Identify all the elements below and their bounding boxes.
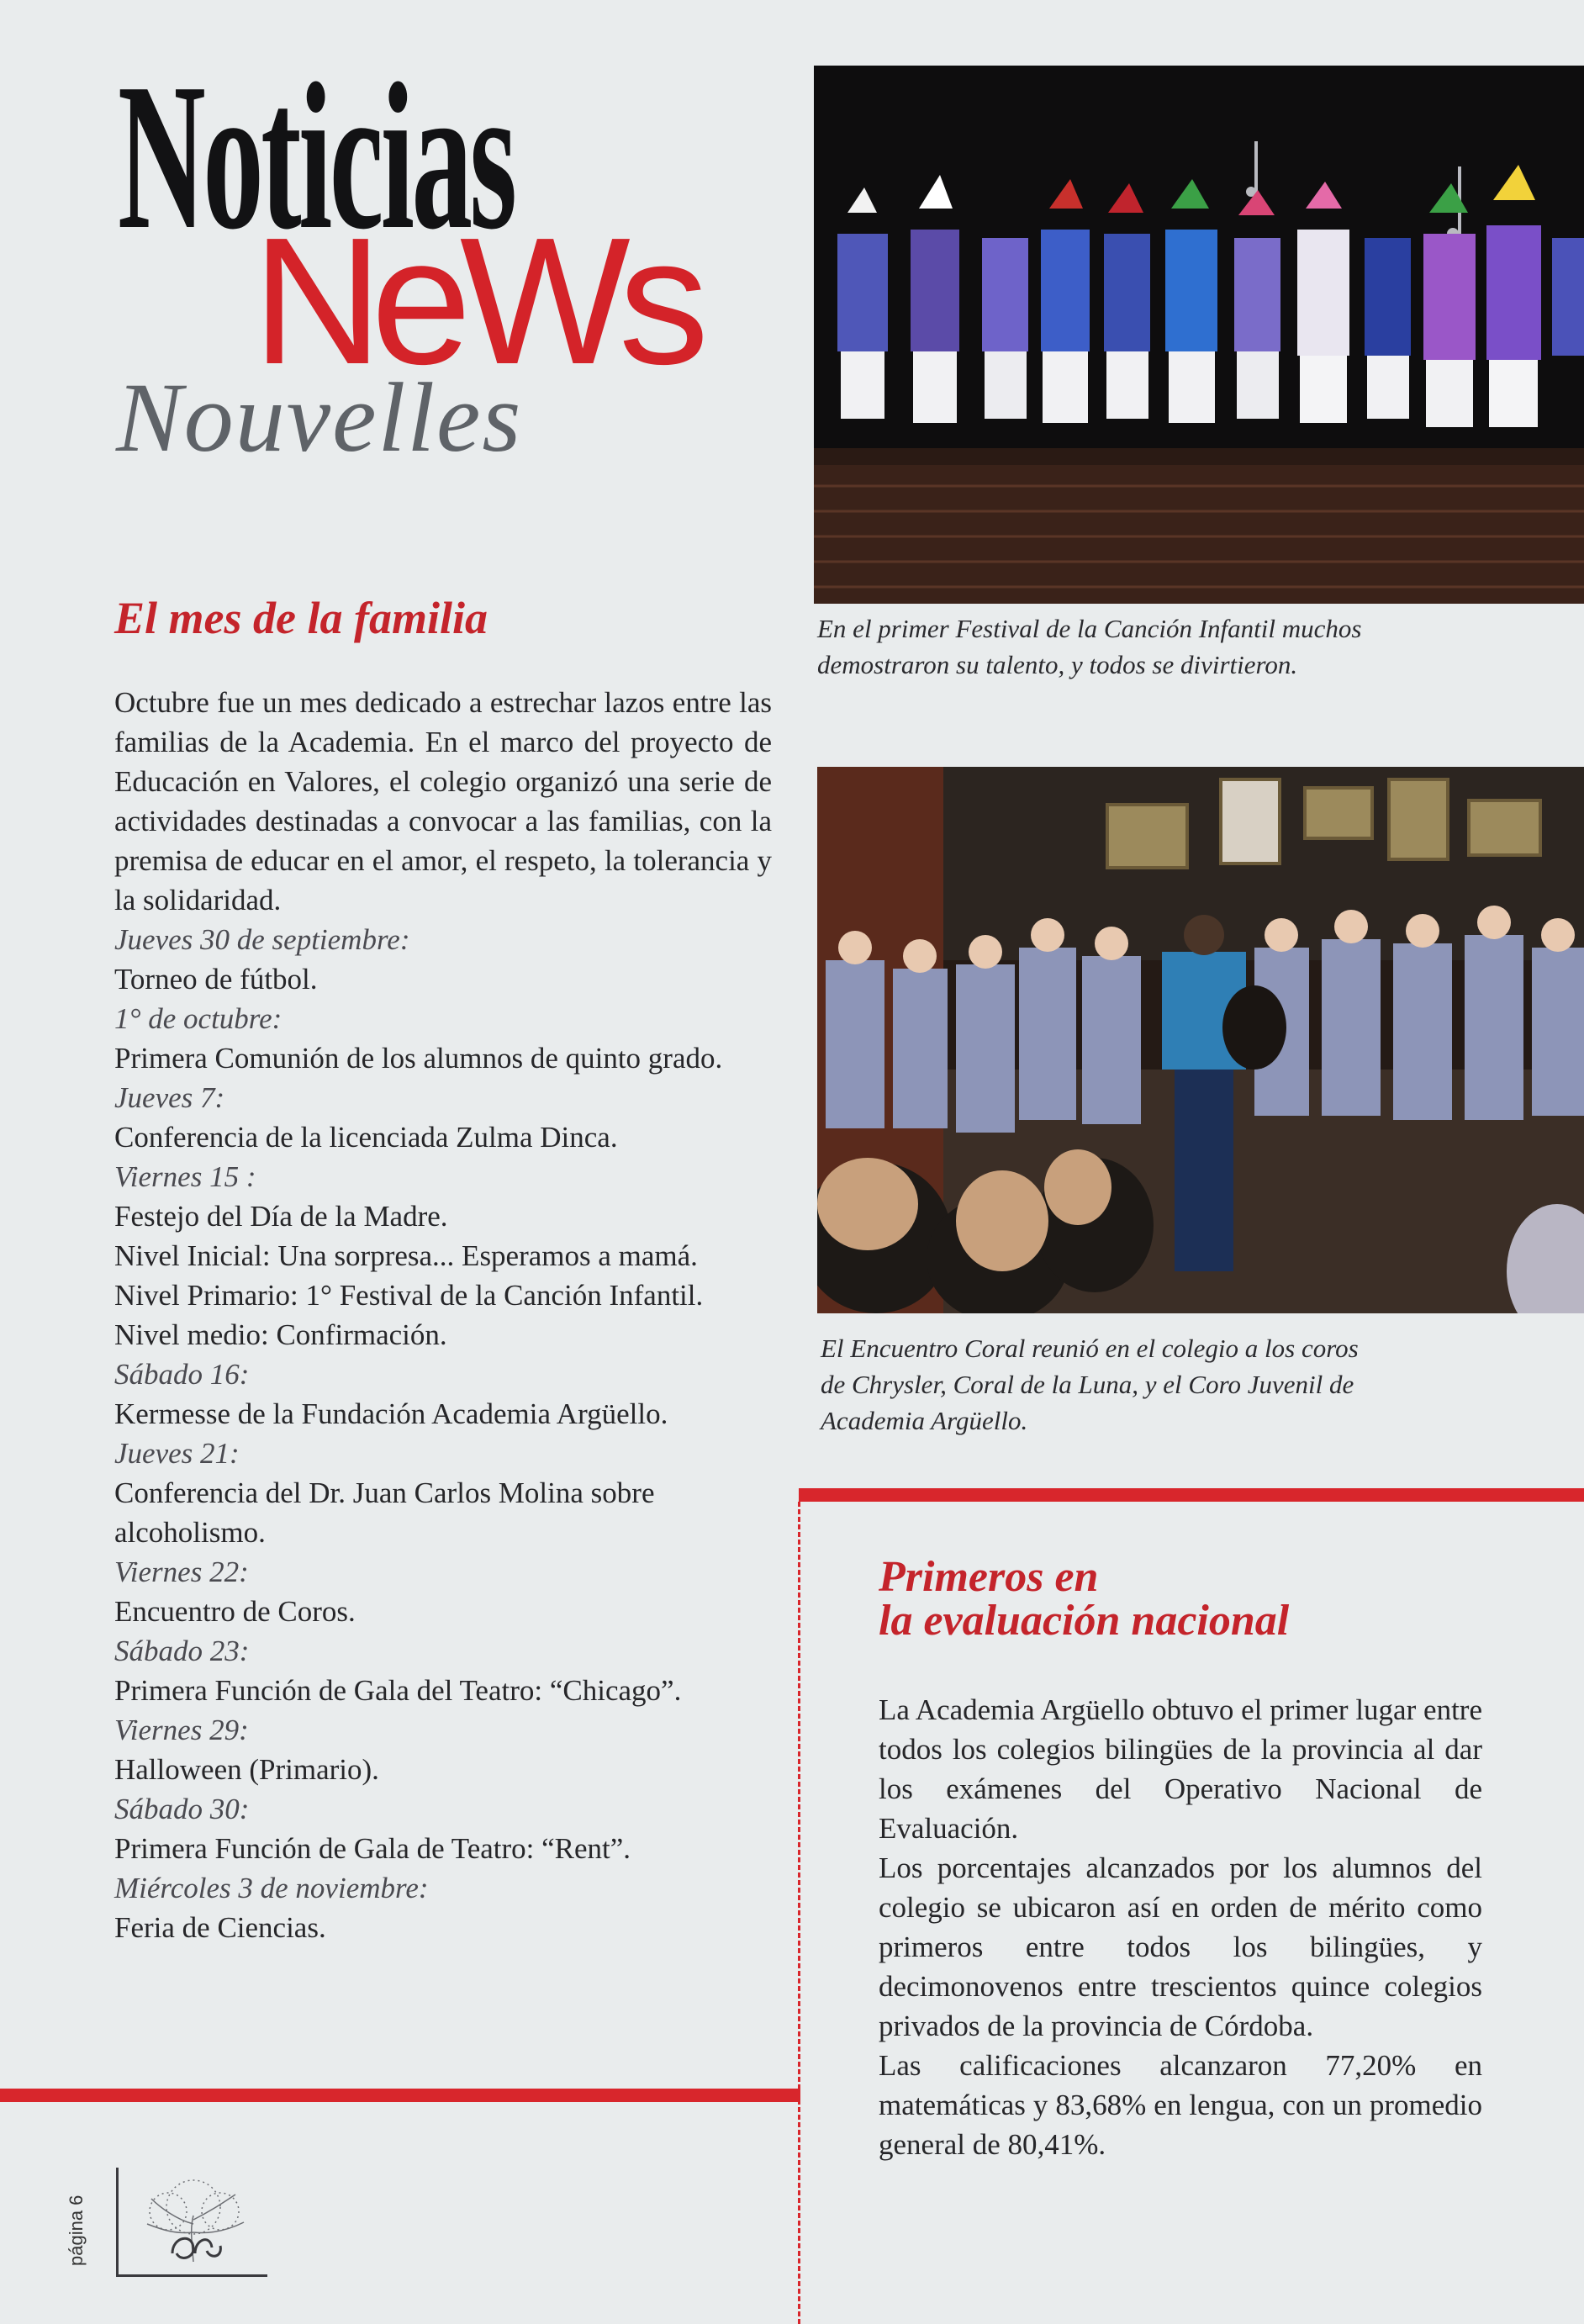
event-item: [114, 1710, 772, 1789]
article-paragraph: Los porcentajes alcanzados por los alumnos del colegio se ubicaron así en orden de mérito como primeros entre todos los bilingües, y decimonovenos entre trescientos quince colegios privados de la provincia de Córdoba.: [879, 1851, 1482, 2042]
photo-caption-song-festival: [817, 610, 1361, 683]
page-number: página 6: [66, 2195, 87, 2266]
event-date: Viernes 22:: [114, 1555, 249, 1588]
event-item: [114, 1552, 772, 1631]
event-item: [114, 920, 772, 999]
masthead-news: NeWs: [252, 199, 698, 402]
event-date: Jueves 7:: [114, 1081, 225, 1114]
event-item: [114, 1157, 772, 1355]
event-description: Nivel Primario: 1° Festival de la Canción Infantil.: [114, 1279, 704, 1312]
event-item: [114, 1078, 772, 1157]
masthead-nouvelles: Nouvelles: [116, 362, 523, 473]
event-description: Conferencia de la licenciada Zulma Dinca.: [114, 1121, 618, 1154]
event-description: Torneo de fútbol.: [114, 963, 318, 996]
event-date: Sábado 23:: [114, 1635, 250, 1667]
masthead-noticias: Noticias: [118, 40, 515, 273]
event-item: [114, 1434, 772, 1552]
red-divider-left: [0, 2089, 800, 2102]
footer-rule-vertical: [116, 2168, 119, 2277]
event-description: Primera Comunión de los alumnos de quinto grado.: [114, 1042, 723, 1075]
event-description: Feria de Ciencias.: [114, 1911, 326, 1944]
caption-line: de Chrysler, Coral de la Luna, y el Coro Juvenil de: [821, 1370, 1354, 1399]
article-title-familia: El mes de la familia: [114, 593, 488, 643]
event-date: Miércoles 3 de noviembre:: [114, 1872, 429, 1904]
event-date: Jueves 30 de septiembre:: [114, 923, 410, 956]
event-description: Primera Función de Gala del Teatro: “Chicago”.: [114, 1674, 682, 1707]
article-paragraph: Las calificaciones alcanzaron 77,20% en matemáticas y 83,68% en lengua, con un promedio general de 80,41%.: [879, 2049, 1482, 2161]
event-date: Viernes 29:: [114, 1714, 249, 1746]
photo-choir-meeting-illustration: [817, 767, 1584, 1313]
event-date: Viernes 15 :: [114, 1160, 256, 1193]
event-description: Primera Función de Gala de Teatro: “Rent”.: [114, 1832, 631, 1865]
photo-caption-choir-meeting: [821, 1330, 1359, 1439]
photo-song-festival-illustration: [814, 66, 1584, 604]
event-date: 1° de octubre:: [114, 1002, 282, 1035]
article-intro: Octubre fue un mes dedicado a estrechar lazos entre las familias de la Academia. En el marco del proyecto de Educación en Valores, el colegio organizó una serie de actividades destinadas a convocar a las familias, con la premisa de educar en el amor, el respeto, la tolerancia y la solidaridad.: [114, 686, 772, 916]
caption-line: Academia Argüello.: [821, 1406, 1028, 1435]
caption-line: El Encuentro Coral reunió en el colegio a los coros: [821, 1334, 1359, 1363]
title-line: Primeros en: [879, 1553, 1099, 1601]
article-title-primeros: [879, 1555, 1289, 1643]
event-description: Festejo del Día de la Madre.: [114, 1200, 448, 1233]
red-divider-right: [799, 1488, 1584, 1502]
event-description: Nivel medio: Confirmación.: [114, 1318, 447, 1351]
photo-song-festival: [814, 66, 1584, 604]
event-description: Halloween (Primario).: [114, 1753, 379, 1786]
event-description: Nivel Inicial: Una sorpresa... Esperamos a mamá.: [114, 1239, 698, 1272]
article-body-familia: [114, 683, 772, 1947]
event-item: [114, 1355, 772, 1434]
event-description: Kermesse de la Fundación Academia Argüello.: [114, 1397, 668, 1430]
event-date: Sábado 16:: [114, 1358, 250, 1391]
dashed-column-divider: [798, 1502, 800, 2324]
event-description: Conferencia del Dr. Juan Carlos Molina sobre alcoholismo.: [114, 1476, 655, 1549]
article-body-primeros: [879, 1690, 1482, 2164]
event-description: Encuentro de Coros.: [114, 1595, 356, 1628]
footer-rule-horizontal: [116, 2274, 267, 2277]
article-paragraph: La Academia Argüello obtuvo el primer lugar entre todos los colegios bilingües de la provincia al dar los exámenes del Operativo Nacional de Evaluación.: [879, 1693, 1482, 1845]
event-date: Sábado 30:: [114, 1793, 250, 1825]
event-date: Jueves 21:: [114, 1437, 240, 1470]
event-item: [114, 1631, 772, 1710]
event-item: [114, 1868, 772, 1947]
school-tree-logo-icon: [126, 2173, 261, 2270]
caption-line: En el primer Festival de la Canción Infantil muchos: [817, 614, 1362, 643]
event-item: [114, 999, 772, 1078]
photo-choir-meeting: [817, 767, 1584, 1313]
event-item: [114, 1789, 772, 1868]
title-line: la evaluación nacional: [879, 1597, 1290, 1645]
caption-line: demostraron su talento, y todos se divirtieron.: [817, 650, 1298, 679]
